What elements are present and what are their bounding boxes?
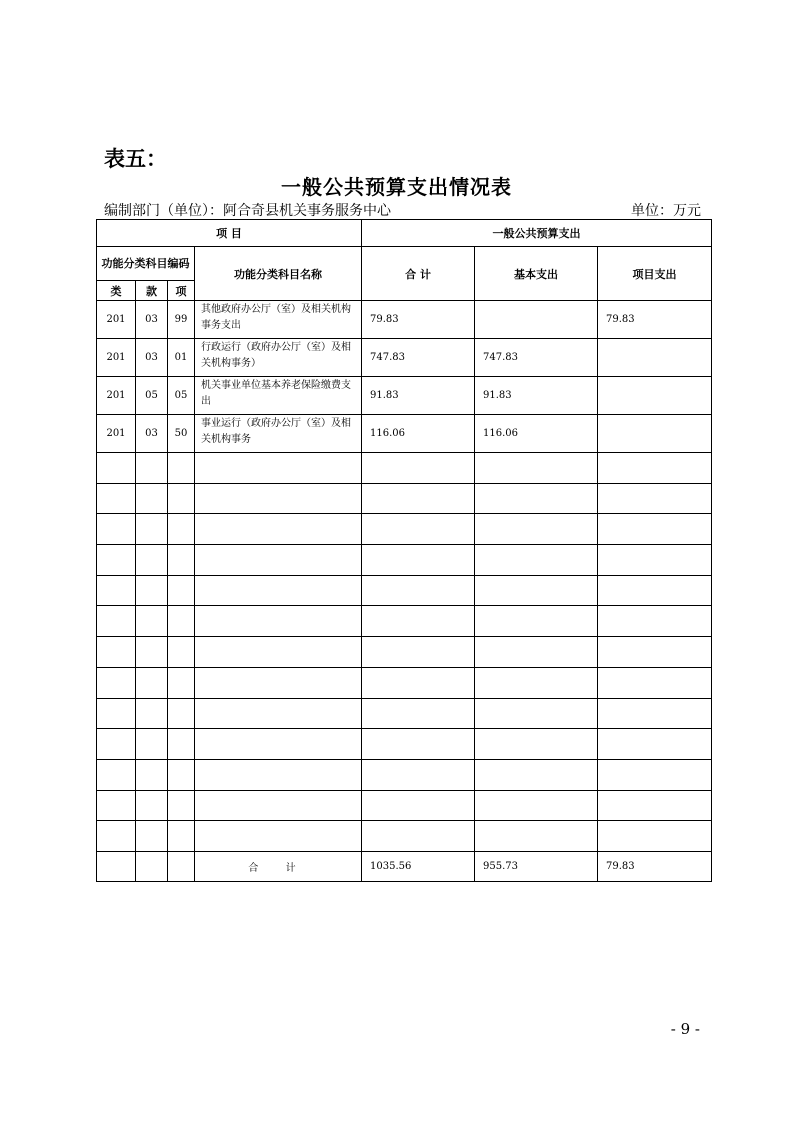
- cell-xiang: 50: [168, 415, 195, 453]
- cell-lei: 201: [97, 415, 136, 453]
- empty-cell: [136, 545, 168, 576]
- cell-lei: 201: [97, 301, 136, 339]
- empty-cell: [97, 453, 136, 484]
- header-row-1: [97, 220, 712, 247]
- empty-cell: [195, 637, 362, 668]
- empty-cell: [195, 545, 362, 576]
- empty-cell: [168, 575, 195, 606]
- unit-label: 单位：万元: [631, 203, 701, 219]
- cell-basic: [475, 301, 598, 339]
- empty-cell: [598, 729, 712, 760]
- empty-cell: [598, 514, 712, 545]
- summary-empty-xiang: [168, 851, 195, 881]
- empty-cell: [598, 698, 712, 729]
- empty-cell: [195, 821, 362, 852]
- empty-cell: [362, 575, 475, 606]
- empty-cell: [136, 606, 168, 637]
- empty-cell: [136, 729, 168, 760]
- page-title: 一般公共预算支出情况表: [281, 175, 512, 199]
- empty-cell: [97, 698, 136, 729]
- empty-cell: [168, 821, 195, 852]
- header-lei: 类: [97, 281, 136, 301]
- empty-cell: [136, 483, 168, 514]
- empty-cell: [195, 759, 362, 790]
- empty-cell: [475, 790, 598, 821]
- empty-cell: [362, 667, 475, 698]
- empty-cell: [168, 483, 195, 514]
- empty-row: [97, 667, 712, 698]
- empty-row: [97, 453, 712, 484]
- summary-row: [97, 851, 712, 881]
- cell-project: [598, 415, 712, 453]
- empty-cell: [362, 514, 475, 545]
- empty-row: [97, 514, 712, 545]
- empty-row: [97, 575, 712, 606]
- cell-basic: 91.83: [475, 377, 598, 415]
- empty-cell: [598, 821, 712, 852]
- budget-table: [96, 219, 712, 882]
- empty-cell: [475, 729, 598, 760]
- empty-cell: [168, 790, 195, 821]
- header-subject-name: 功能分类科目名称: [195, 247, 362, 301]
- empty-cell: [136, 453, 168, 484]
- empty-cell: [598, 667, 712, 698]
- header-item: 项 目: [97, 220, 362, 247]
- empty-cell: [195, 575, 362, 606]
- cell-total: 747.83: [362, 339, 475, 377]
- empty-cell: [136, 821, 168, 852]
- empty-cell: [475, 483, 598, 514]
- empty-cell: [97, 545, 136, 576]
- page-number: - 9 -: [670, 1020, 700, 1038]
- cell-kuan: 03: [136, 301, 168, 339]
- empty-cell: [168, 637, 195, 668]
- empty-cell: [195, 698, 362, 729]
- empty-cell: [168, 453, 195, 484]
- cell-subject-name: 行政运行（政府办公厅（室）及相关机构事务）: [195, 339, 362, 377]
- empty-cell: [362, 821, 475, 852]
- cell-subject-name: 其他政府办公厅（室）及相关机构事务支出: [195, 301, 362, 339]
- empty-cell: [97, 790, 136, 821]
- empty-cell: [362, 453, 475, 484]
- empty-cell: [362, 698, 475, 729]
- cell-kuan: 05: [136, 377, 168, 415]
- summary-empty-lei: [97, 851, 136, 881]
- empty-cell: [362, 759, 475, 790]
- department-label: 编制部门（单位）：阿合奇县机关事务服务中心: [104, 203, 391, 219]
- empty-cell: [475, 667, 598, 698]
- empty-cell: [136, 514, 168, 545]
- cell-kuan: 03: [136, 415, 168, 453]
- cell-total: 79.83: [362, 301, 475, 339]
- empty-cell: [475, 606, 598, 637]
- empty-cell: [97, 729, 136, 760]
- summary-total: 1035.56: [362, 851, 475, 881]
- empty-cell: [136, 698, 168, 729]
- cell-project: [598, 339, 712, 377]
- empty-cell: [97, 483, 136, 514]
- empty-cell: [362, 729, 475, 760]
- table-row: [97, 339, 712, 377]
- empty-cell: [598, 637, 712, 668]
- empty-cell: [475, 821, 598, 852]
- empty-cell: [168, 698, 195, 729]
- table-row: [97, 301, 712, 339]
- cell-basic: 747.83: [475, 339, 598, 377]
- empty-cell: [136, 637, 168, 668]
- empty-cell: [97, 667, 136, 698]
- header-row-2: [97, 247, 712, 281]
- empty-row: [97, 821, 712, 852]
- header-budget: 一般公共预算支出: [362, 220, 712, 247]
- empty-cell: [136, 667, 168, 698]
- header-basic: 基本支出: [475, 247, 598, 301]
- summary-project: 79.83: [598, 851, 712, 881]
- cell-lei: 201: [97, 377, 136, 415]
- cell-total: 91.83: [362, 377, 475, 415]
- empty-cell: [168, 606, 195, 637]
- cell-project: [598, 377, 712, 415]
- empty-row: [97, 729, 712, 760]
- empty-cell: [168, 514, 195, 545]
- empty-cell: [195, 667, 362, 698]
- summary-label: 合 计: [195, 851, 362, 881]
- cell-subject-name: 事业运行（政府办公厅（室）及相关机构事务: [195, 415, 362, 453]
- empty-cell: [97, 606, 136, 637]
- empty-cell: [475, 698, 598, 729]
- empty-cell: [97, 821, 136, 852]
- empty-cell: [97, 759, 136, 790]
- empty-cell: [598, 575, 712, 606]
- empty-cell: [136, 790, 168, 821]
- empty-row: [97, 759, 712, 790]
- empty-cell: [97, 514, 136, 545]
- empty-row: [97, 606, 712, 637]
- empty-cell: [195, 453, 362, 484]
- empty-cell: [195, 514, 362, 545]
- empty-cell: [598, 453, 712, 484]
- empty-row: [97, 790, 712, 821]
- empty-cell: [362, 483, 475, 514]
- empty-cell: [362, 637, 475, 668]
- cell-kuan: 03: [136, 339, 168, 377]
- empty-cell: [598, 759, 712, 790]
- cell-subject-name: 机关事业单位基本养老保险缴费支出: [195, 377, 362, 415]
- cell-xiang: 01: [168, 339, 195, 377]
- header-project: 项目支出: [598, 247, 712, 301]
- table-label: 表五：: [104, 147, 167, 171]
- header-code-group: 功能分类科目编码: [97, 247, 195, 281]
- header-total: 合 计: [362, 247, 475, 301]
- empty-cell: [598, 483, 712, 514]
- empty-cell: [168, 759, 195, 790]
- empty-cell: [168, 729, 195, 760]
- empty-cell: [136, 759, 168, 790]
- empty-cell: [475, 514, 598, 545]
- empty-cell: [475, 545, 598, 576]
- cell-xiang: 99: [168, 301, 195, 339]
- empty-cell: [598, 545, 712, 576]
- summary-basic: 955.73: [475, 851, 598, 881]
- empty-cell: [168, 667, 195, 698]
- empty-cell: [97, 637, 136, 668]
- empty-cell: [598, 606, 712, 637]
- empty-cell: [195, 606, 362, 637]
- empty-cell: [136, 575, 168, 606]
- table-row: [97, 377, 712, 415]
- empty-cell: [168, 545, 195, 576]
- summary-empty-kuan: [136, 851, 168, 881]
- cell-xiang: 05: [168, 377, 195, 415]
- empty-cell: [475, 637, 598, 668]
- cell-basic: 116.06: [475, 415, 598, 453]
- cell-lei: 201: [97, 339, 136, 377]
- empty-cell: [475, 453, 598, 484]
- empty-cell: [362, 606, 475, 637]
- empty-cell: [97, 575, 136, 606]
- empty-row: [97, 483, 712, 514]
- header-xiang: 项: [168, 281, 195, 301]
- cell-total: 116.06: [362, 415, 475, 453]
- empty-cell: [598, 790, 712, 821]
- empty-cell: [362, 790, 475, 821]
- empty-cell: [362, 545, 475, 576]
- empty-cell: [195, 483, 362, 514]
- cell-project: 79.83: [598, 301, 712, 339]
- header-kuan: 款: [136, 281, 168, 301]
- empty-row: [97, 698, 712, 729]
- empty-cell: [195, 790, 362, 821]
- empty-cell: [195, 729, 362, 760]
- empty-cell: [475, 575, 598, 606]
- table-row: [97, 415, 712, 453]
- empty-row: [97, 637, 712, 668]
- empty-cell: [475, 759, 598, 790]
- empty-row: [97, 545, 712, 576]
